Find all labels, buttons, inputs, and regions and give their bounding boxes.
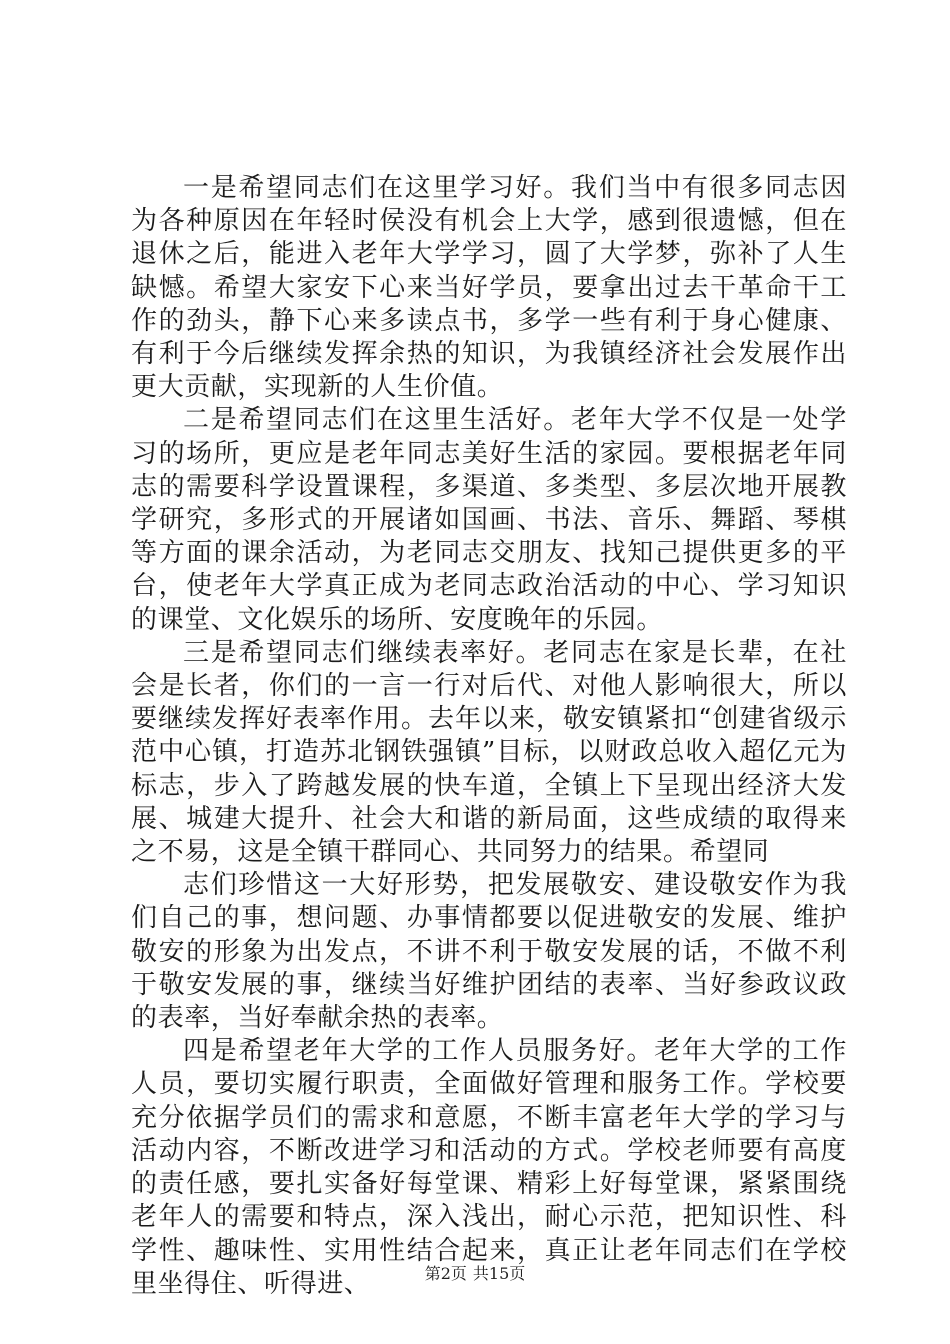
document-body <box>131 172 847 1301</box>
page-footer <box>0 1264 950 1284</box>
paragraph: 四是希望老年大学的工作人员服务好。老年大学的工作人员，要切实履行职责，全面做好管理和服务工作。学校要充分依据学员们的需求和意愿，不断丰富老年大学的学习与活动内容，不断改进学习和活动的方式。学校老师要有高度的责任感，要扎实备好每堂课、精彩上好每堂课，紧紧围绕老年人的需要和特点，深入浅出，耐心示范，把知识性、科学性、趣味性、实用性结合起来，真正让老年同志们在学校里坐得住、听得进、 <box>131 1036 847 1299</box>
page-number: 第2页 <box>424 1264 467 1283</box>
paragraph: 一是希望同志们在这里学习好。我们当中有很多同志因为各种原因在年轻时侯没有机会上大学，感到很遗憾，但在退休之后，能进入老年大学学习，圆了大学梦，弥补了人生缺憾。希望大家安下心来当好学员，要拿出过去干革命干工作的劲头，静下心来多读点书，多学一些有利于身心健康、有利于今后继续发挥余热的知识，为我镇经济社会发展作出更大贡献，实现新的人生价值。 <box>131 173 847 403</box>
paragraph: 三是希望同志们继续表率好。老同志在家是长辈，在社会是长者，你们的一言一行对后代、对他人影响很大，所以要继续发挥好表率作用。去年以来，敬安镇紧扣“创建省级示范中心镇，打造苏北钢铁强镇”目标，以财政总收入超亿元为标志，步入了跨越发展的快车道，全镇上下呈现出经济大发展、城建大提升、社会大和谐的新局面，这些成绩的取得来之不易，这是全镇干群同心、共同努力的结果。希望同 <box>131 637 847 868</box>
paragraph: 二是希望同志们在这里生活好。老年大学不仅是一处学习的场所，更应是老年同志美好生活的家园。要根据老年同志的需要科学设置课程，多渠道、多类型、多层次地开展教学研究，多形式的开展诸如国画、书法、音乐、舞蹈、琴棋等方面的课余活动，为老同志交朋友、找知己提供更多的平台，使老年大学真正成为老同志政治活动的中心、学习知识的课堂、文化娱乐的场所、安度晚年的乐园。 <box>131 405 847 635</box>
paragraph: 志们珍惜这一大好形势，把发展敬安、建设敬安作为我们自己的事，想问题、办事情都要以促进敬安的发展、维护敬安的形象为出发点，不讲不利于敬安发展的话，不做不利于敬安发展的事，继续当好维护团结的表率、当好参政议政的表率，当好奉献余热的表率。 <box>131 870 847 1034</box>
page-total: 共15页 <box>472 1264 526 1283</box>
